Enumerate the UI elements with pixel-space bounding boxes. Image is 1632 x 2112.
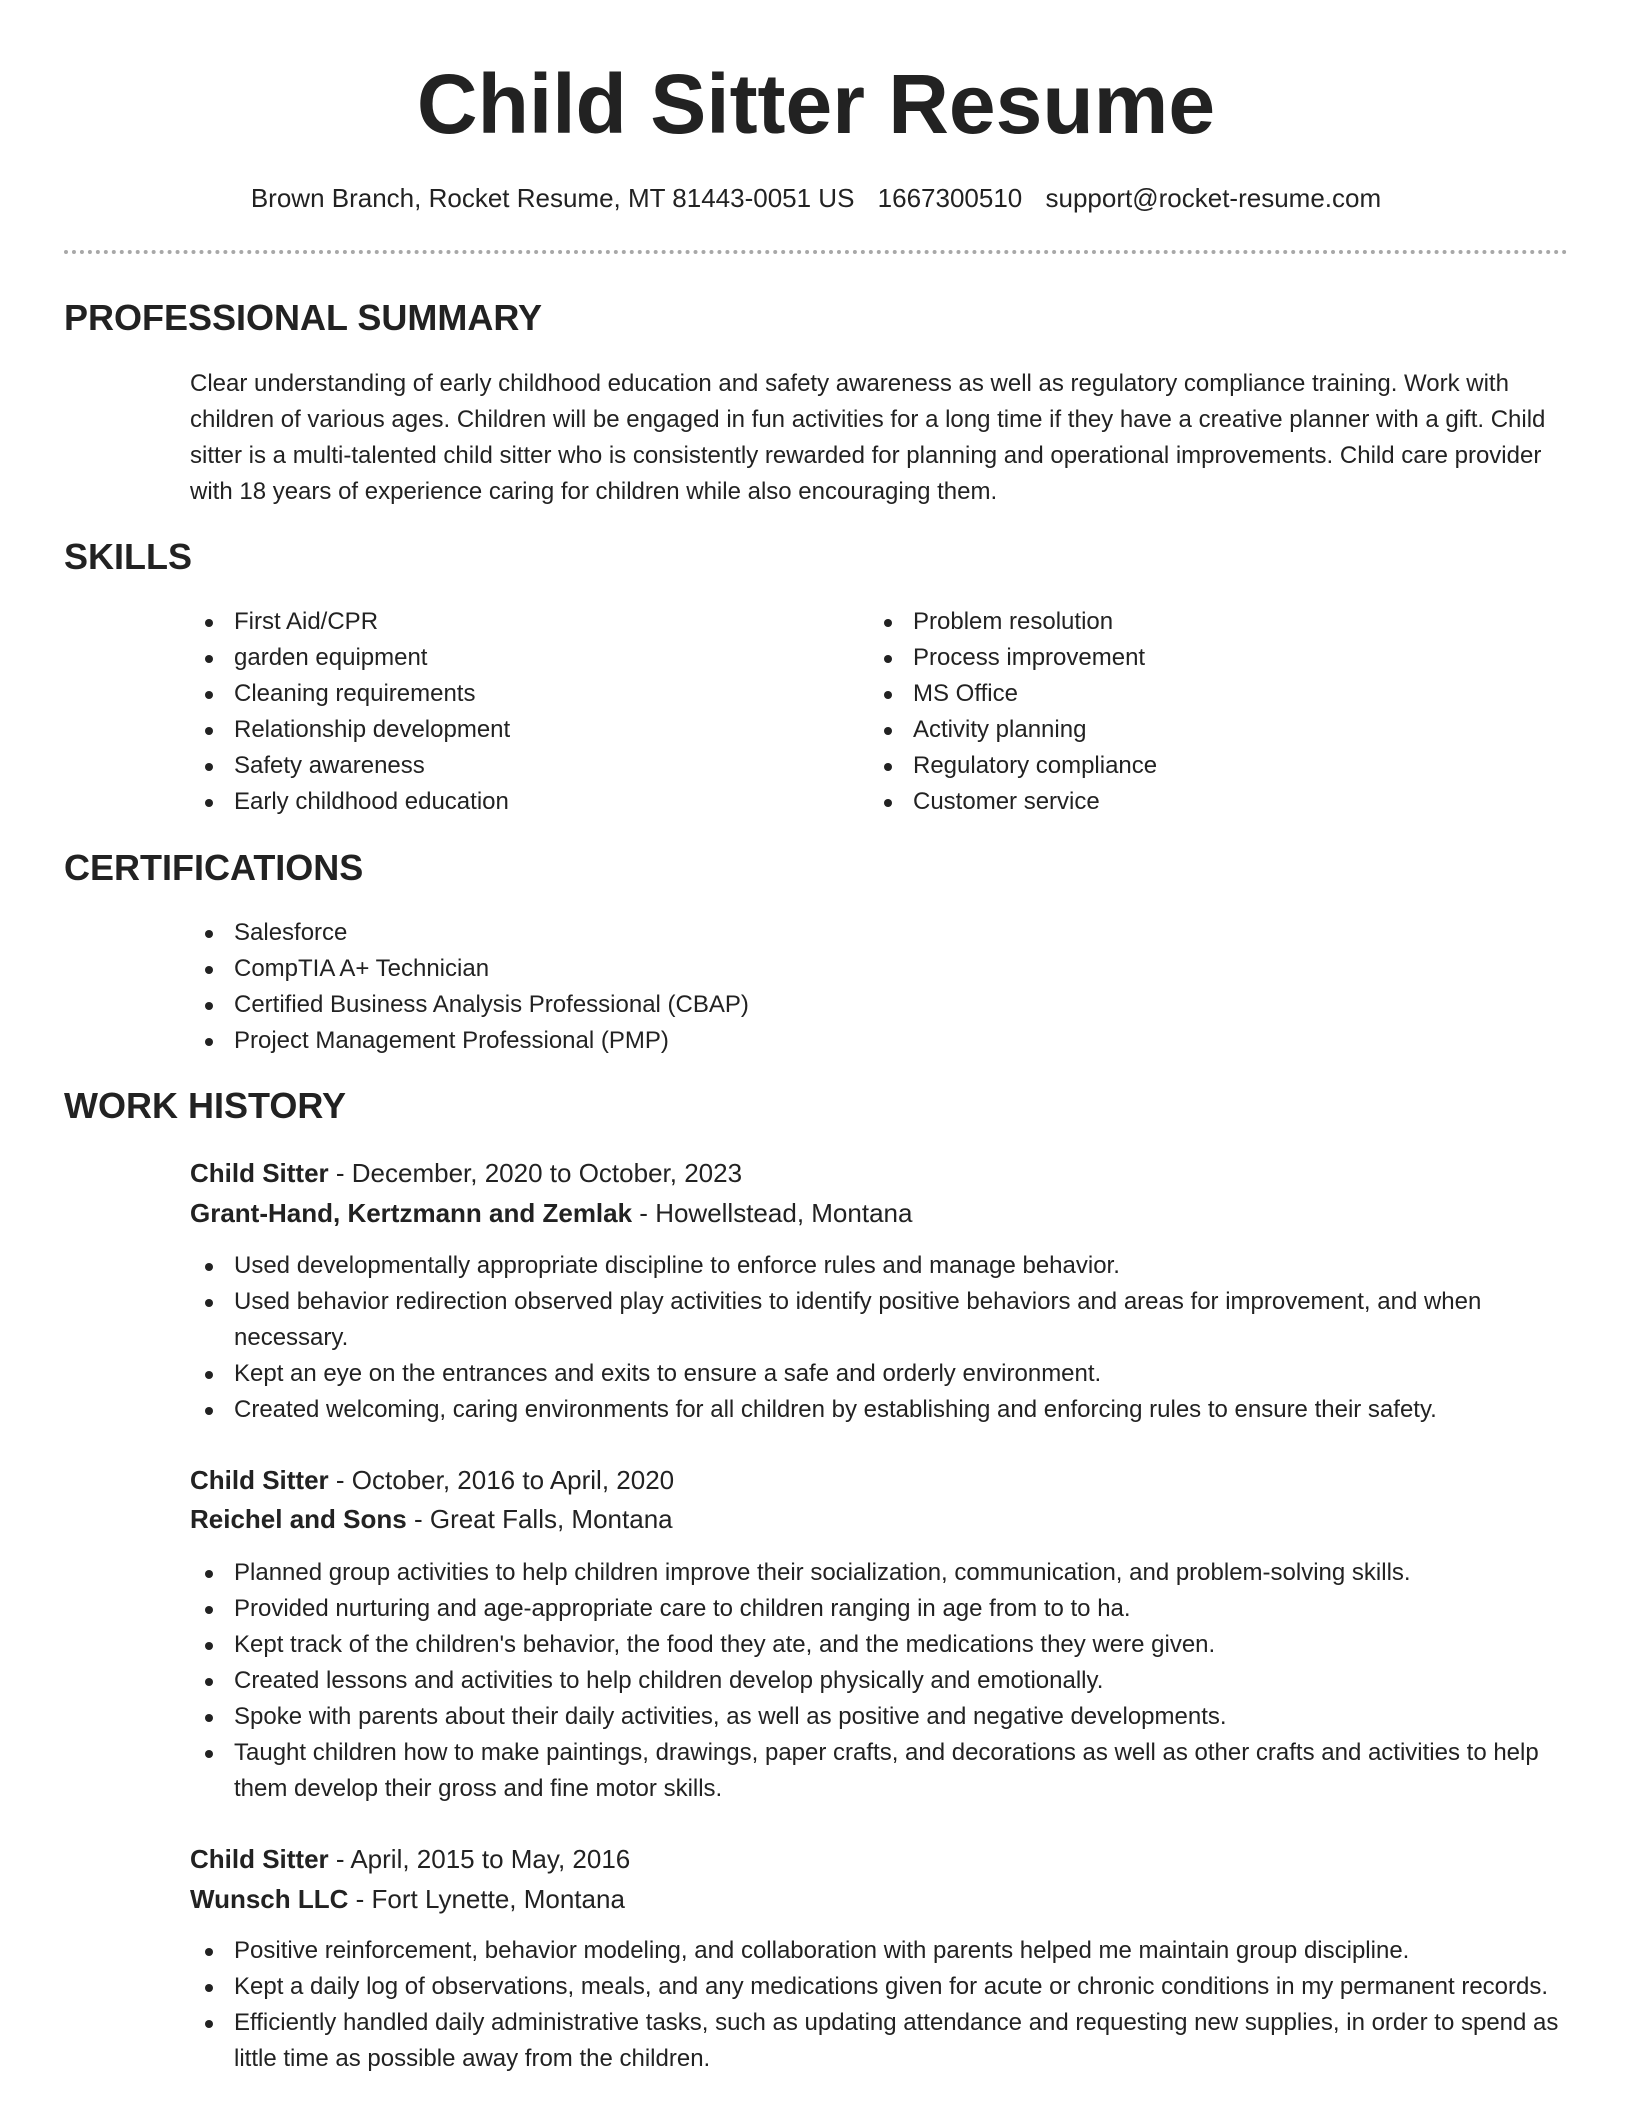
contact-email: support@rocket-resume.com xyxy=(1045,183,1382,213)
header-divider xyxy=(64,250,1568,254)
skills-list-right xyxy=(869,604,1489,820)
skill-item: Regulatory compliance xyxy=(869,748,1489,784)
job-location: Howellstead, Montana xyxy=(655,1198,913,1228)
skill-item: First Aid/CPR xyxy=(190,604,810,640)
skill-item: garden equipment xyxy=(190,640,810,676)
job-company-line xyxy=(190,1501,673,1537)
separator: - xyxy=(328,1465,352,1495)
job-duty-item: Used behavior redirection observed play activities to identify positive behaviors and areas for improvement, and when necessary. xyxy=(190,1284,1570,1356)
job-duty-item: Kept track of the children's behavior, the food they ate, and the medications they were given. xyxy=(190,1627,1570,1663)
job-title-line xyxy=(190,1462,674,1498)
certifications-heading: CERTIFICATIONS xyxy=(64,847,364,888)
certification-item: Salesforce xyxy=(190,915,1570,951)
job-duties-list xyxy=(190,1933,1570,2077)
job-duty-item: Taught children how to make paintings, drawings, paper crafts, and decorations as well as other crafts and activities to help them develop their gross and fine motor skills. xyxy=(190,1735,1570,1807)
job-duty-item: Created lessons and activities to help children develop physically and emotionally. xyxy=(190,1663,1570,1699)
certifications-list xyxy=(190,915,1570,1059)
job-dates: October, 2016 to April, 2020 xyxy=(351,1465,675,1495)
summary-heading: PROFESSIONAL SUMMARY xyxy=(64,297,543,338)
job-duty-item: Positive reinforcement, behavior modeling, and collaboration with parents helped me maintain group discipline. xyxy=(190,1933,1570,1969)
job-title: Child Sitter xyxy=(190,1465,329,1495)
job-company-line xyxy=(190,1881,625,1917)
resume-title: Child Sitter Resume xyxy=(416,57,1216,151)
skill-item: Customer service xyxy=(869,784,1489,820)
skill-item: Relationship development xyxy=(190,712,810,748)
job-location: Great Falls, Montana xyxy=(429,1504,673,1534)
contact-phone: 1667300510 xyxy=(877,183,1023,213)
job-company: Wunsch LLC xyxy=(190,1884,349,1914)
job-duty-item: Created welcoming, caring environments for all children by establishing and enforcing rules to ensure their safety. xyxy=(190,1392,1570,1428)
skill-item: Early childhood education xyxy=(190,784,810,820)
job-company: Reichel and Sons xyxy=(190,1504,407,1534)
work-history-heading: WORK HISTORY xyxy=(64,1085,347,1126)
contact-line xyxy=(0,180,1632,216)
job-title-line xyxy=(190,1155,742,1191)
summary-text: Clear understanding of early childhood education and safety awareness as well as regulatory compliance training. Work with children of various ages. Children will be engaged in fun activities for a long time if they have a creative planner with a gift. Child sitter is a multi-talented child sitter who is consistently rewarded for planning and operational improvements. Child care provider with 18 years of experience caring for children while also encouraging them. xyxy=(190,370,1546,505)
job-duty-item: Efficiently handled daily administrative tasks, such as updating attendance and requesting new supplies, in order to spend as little time as possible away from the children. xyxy=(190,2005,1570,2077)
separator: - xyxy=(328,1158,352,1188)
job-duty-item: Provided nurturing and age-appropriate care to children ranging in age from to to ha. xyxy=(190,1591,1570,1627)
separator: - xyxy=(348,1884,372,1914)
skills-heading: SKILLS xyxy=(64,536,193,577)
job-company: Grant-Hand, Kertzmann and Zemlak xyxy=(190,1198,633,1228)
skills-list-left xyxy=(190,604,810,820)
job-title-line xyxy=(190,1841,630,1877)
separator: - xyxy=(632,1198,656,1228)
certification-item: Project Management Professional (PMP) xyxy=(190,1023,1570,1059)
job-dates: April, 2015 to May, 2016 xyxy=(350,1844,631,1874)
certification-item: Certified Business Analysis Professional (CBAP) xyxy=(190,987,1570,1023)
job-duty-item: Kept a daily log of observations, meals, and any medications given for acute or chronic conditions in my permanent records. xyxy=(190,1969,1570,2005)
separator: - xyxy=(406,1504,430,1534)
job-duties-list xyxy=(190,1555,1570,1807)
job-title: Child Sitter xyxy=(190,1844,329,1874)
job-duty-item: Kept an eye on the entrances and exits to ensure a safe and orderly environment. xyxy=(190,1356,1570,1392)
job-duty-item: Used developmentally appropriate discipline to enforce rules and manage behavior. xyxy=(190,1248,1570,1284)
certification-item: CompTIA A+ Technician xyxy=(190,951,1570,987)
skill-item: Safety awareness xyxy=(190,748,810,784)
skill-item: Cleaning requirements xyxy=(190,676,810,712)
job-location: Fort Lynette, Montana xyxy=(371,1884,625,1914)
job-duty-item: Spoke with parents about their daily activities, as well as positive and negative developments. xyxy=(190,1699,1570,1735)
contact-address: Brown Branch, Rocket Resume, MT 81443-0051 US xyxy=(250,183,855,213)
job-company-line xyxy=(190,1195,912,1231)
separator: - xyxy=(328,1844,351,1874)
skill-item: Process improvement xyxy=(869,640,1489,676)
skill-item: MS Office xyxy=(869,676,1489,712)
job-duty-item: Planned group activities to help children improve their socialization, communication, and problem-solving skills. xyxy=(190,1555,1570,1591)
job-duties-list xyxy=(190,1248,1570,1428)
job-dates: December, 2020 to October, 2023 xyxy=(351,1158,743,1188)
job-title: Child Sitter xyxy=(190,1158,329,1188)
skill-item: Problem resolution xyxy=(869,604,1489,640)
skill-item: Activity planning xyxy=(869,712,1489,748)
